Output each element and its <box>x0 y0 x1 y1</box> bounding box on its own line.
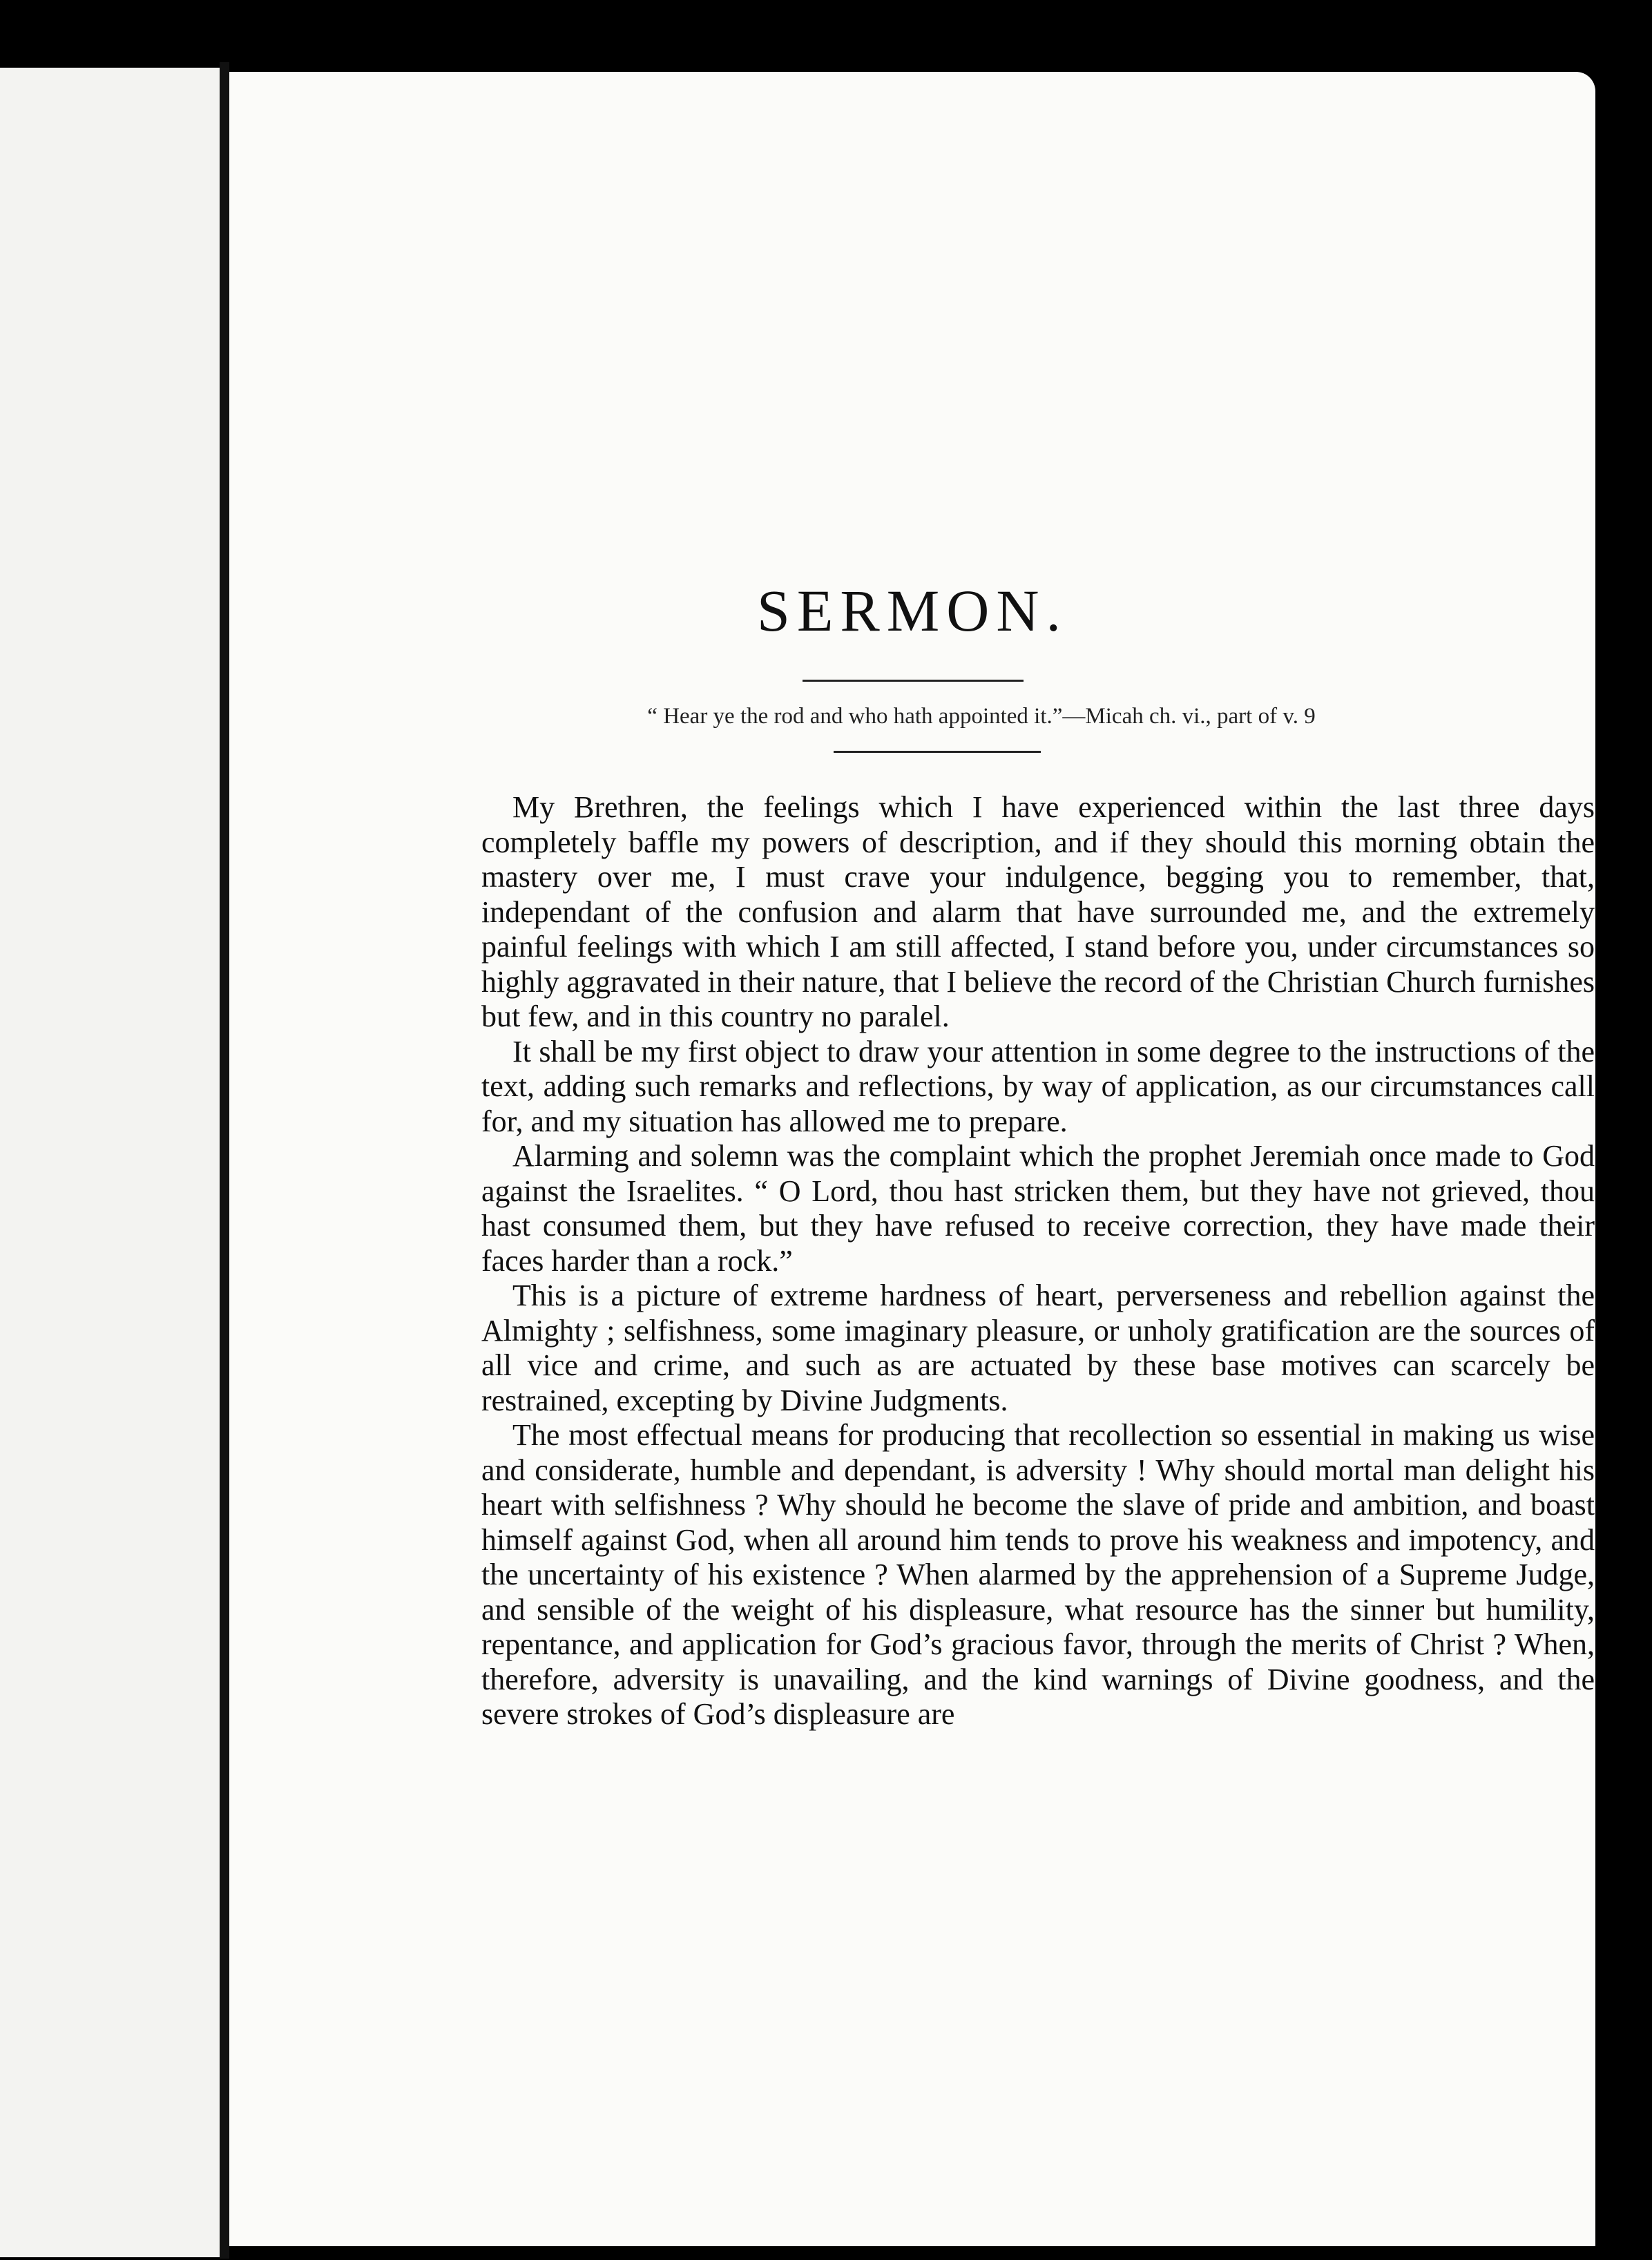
book-gutter <box>220 62 229 2259</box>
title-divider <box>803 680 1024 682</box>
paragraph: It shall be my first object to draw your attention in some degree to the instructions of the text, adding such remarks and reflections, by way of application, as our circumstances call for, and my situation has allowed me to prepare. <box>481 1034 1595 1138</box>
left-page-margin <box>0 68 220 2257</box>
book-page <box>229 72 1595 2246</box>
epigraph-divider <box>834 751 1041 753</box>
sermon-body <box>481 790 1595 1732</box>
paragraph: Alarming and solemn was the complaint which the prophet Jeremiah once made to God against the Israelites. “ O Lord, thou hast stricken them, but they have not grieved, thou hast consumed them, but they have refused to receive correction, they have made their faces harder than a rock.” <box>481 1139 1595 1278</box>
paragraph: This is a picture of extreme hardness of heart, perverseness and rebellion against the Almighty ; selfishness, some imaginary pleasure, or unholy gratification are the sources of all vice and crime, and such as are actuated by these base motives can scarcely be restrained, excepting by Divine Judgments. <box>481 1279 1595 1417</box>
page-title: SERMON. <box>757 577 1068 644</box>
epigraph: “ Hear ye the rod and who hath appointed it.”—Micah ch. vi., part of v. 9 <box>647 704 1316 729</box>
paragraph: The most effectual means for producing that recollection so essential in making us wise and considerate, humble and dependant, is adversity ! Why should mortal man delight his heart with selfishness ? Why should he become the slave of pride and ambition, and boast himself against God, when all around him tends to prove his weakness and impotency, and the uncertainty of his existence ? When alarmed by the apprehension of a Supreme Judge, and sensible of the weight of his displeasure, what resource has the sinner but humility, repentance, and application for God’s gracious favor, through the merits of Christ ? When, therefore, adversity is unavailing, and the kind warnings of Divine goodness, and the severe strokes of God’s displeasure are <box>481 1418 1595 1731</box>
paragraph: My Brethren, the feelings which I have experienced within the last three days completely baffle my powers of description, and if they should this morning obtain the mastery over me, I must crave your indulgence, begging you to remember, that, independant of the confusion and alarm that have surrounded me, and the extremely painful feelings with which I am still affected, I stand before you, under circumstances so highly aggravated in their nature, that I believe the record of the Christian Church furnishes but few, and in this country no paralel. <box>481 790 1595 1033</box>
